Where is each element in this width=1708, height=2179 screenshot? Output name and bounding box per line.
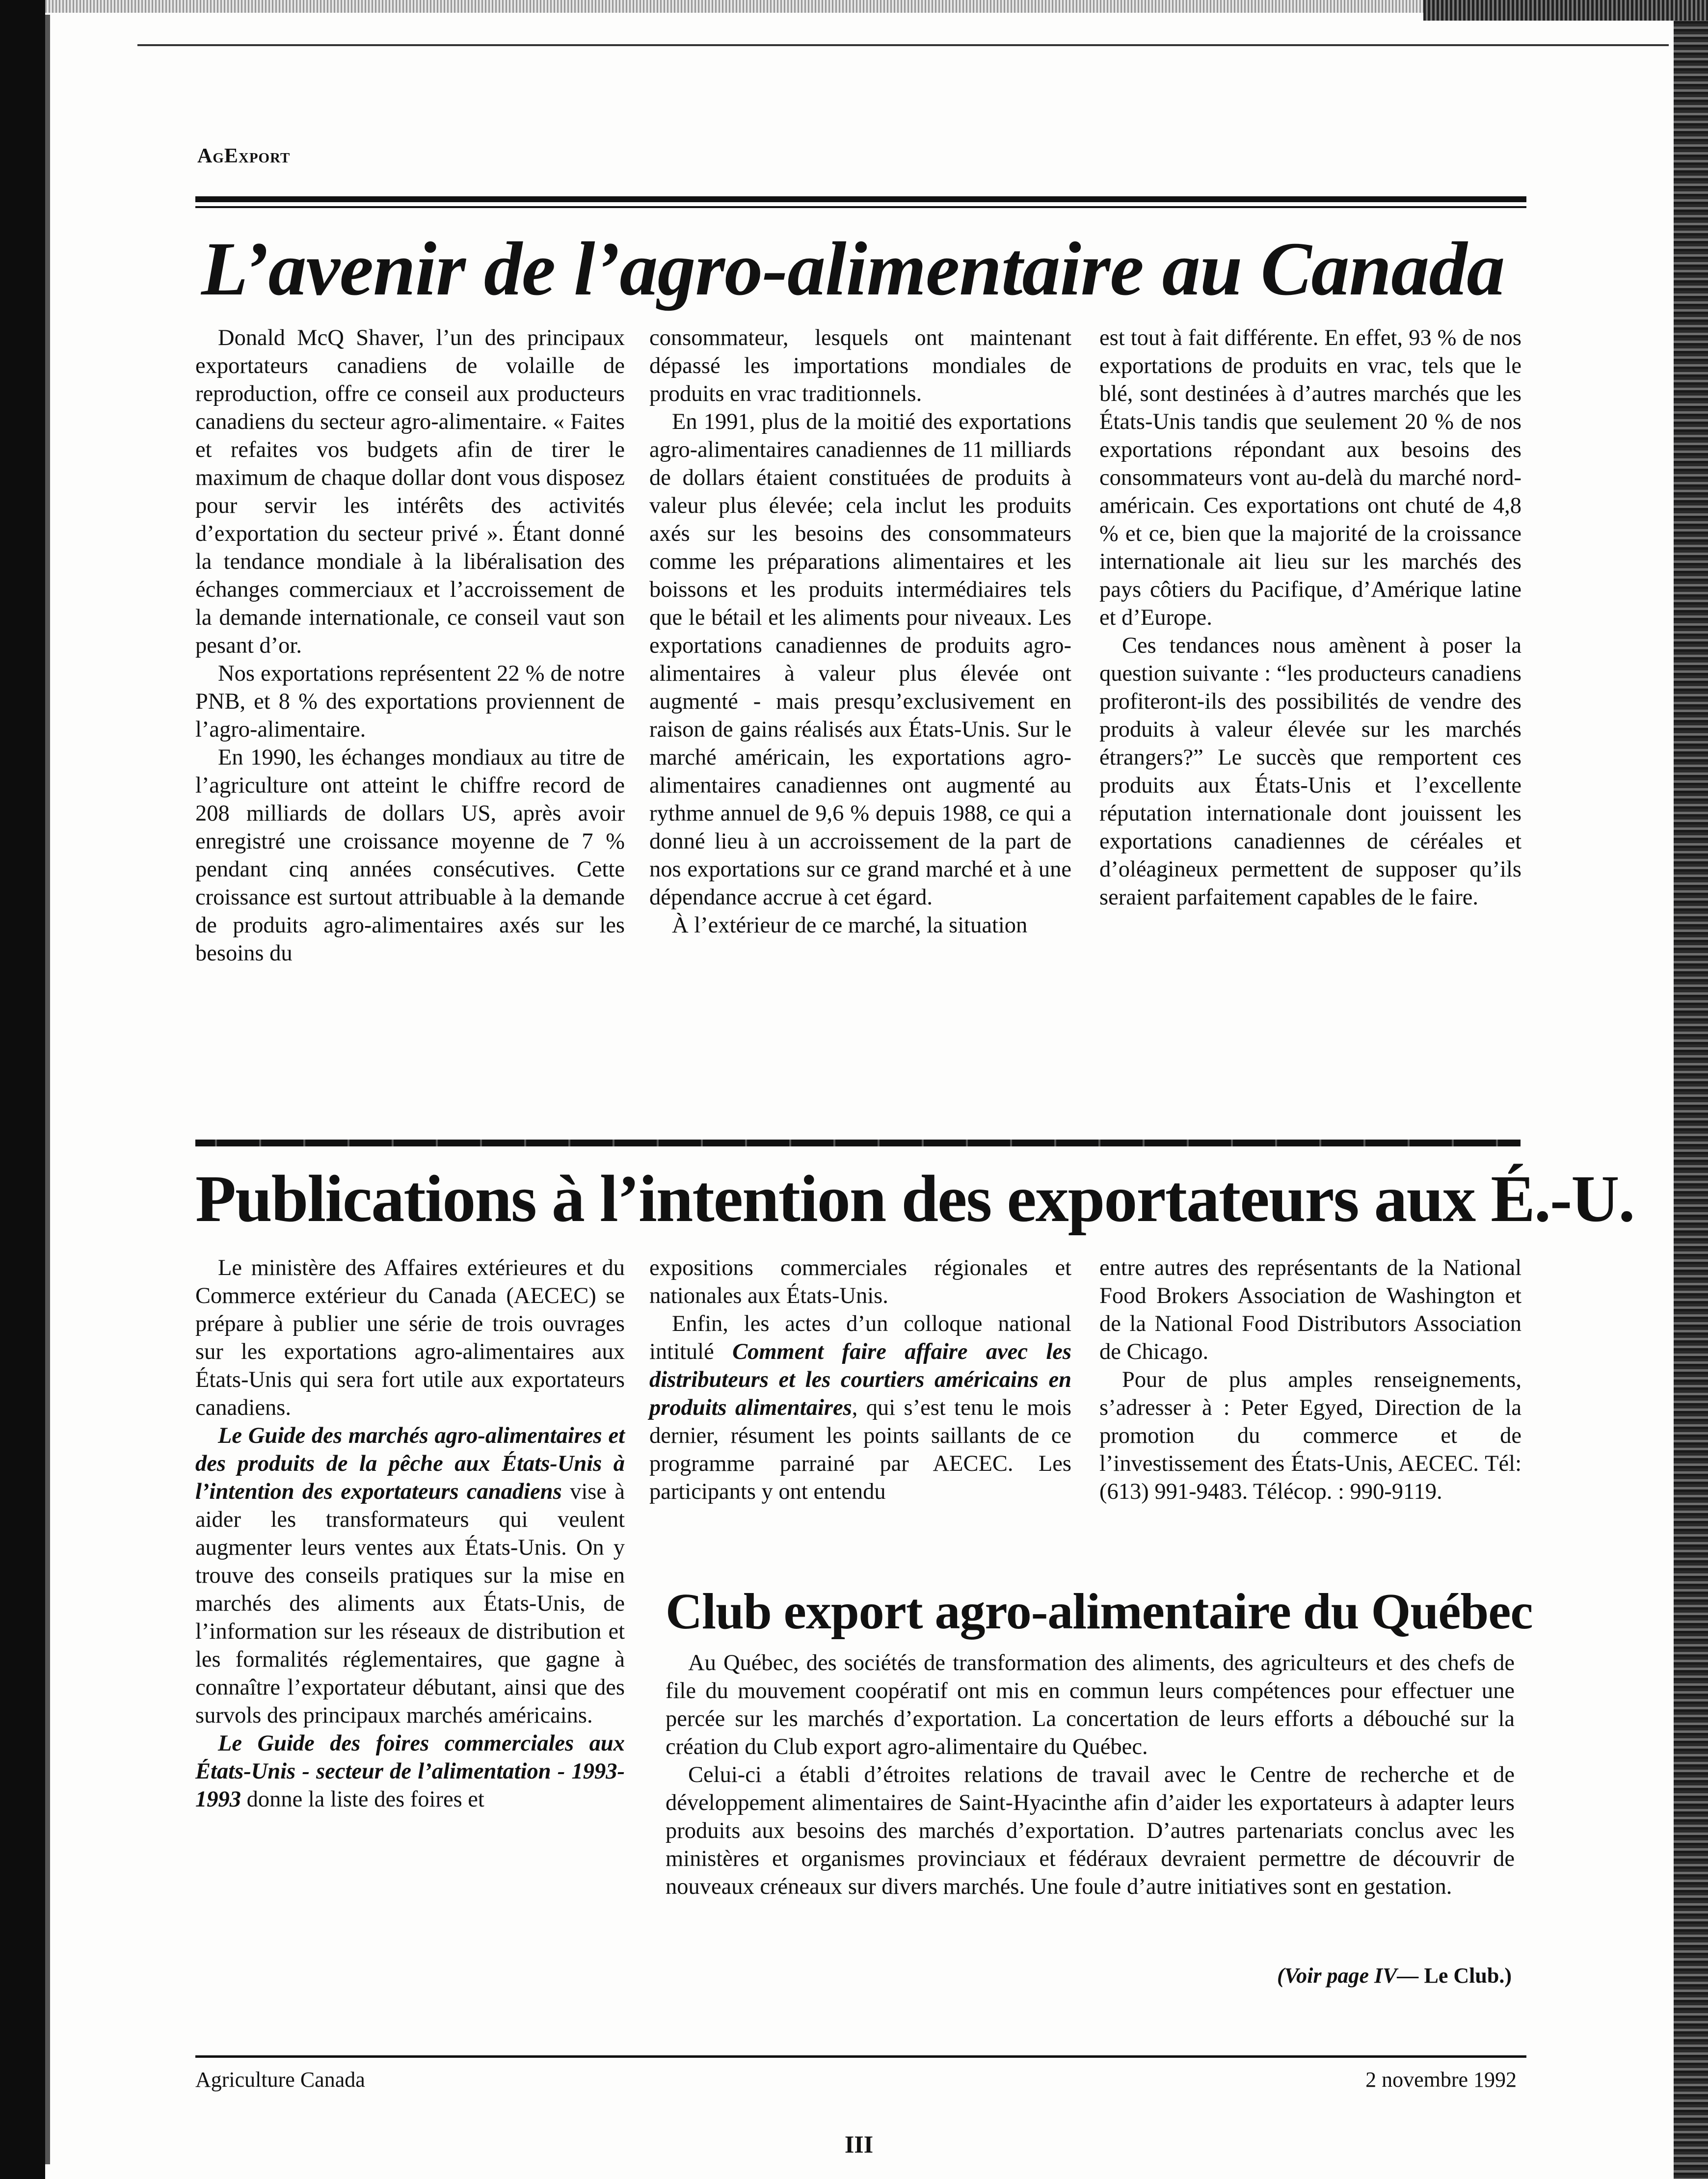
paragraph <box>195 1422 625 1729</box>
paragraph: Celui-ci a établi d’étroites relations de travail avec le Centre de recherche et de développement alimentaires de Saint-Hyacinthe afin d’aider les exportateurs à adapter leurs produits aux besoins des marchés d’exportation. D’autres partenariats conclus avec les ministères et organismes provinciaux et fédéraux devraient permettre de découvrir de nouveaux créneaux sur divers marchés. Une foule d’autre initiatives sont en gestation. <box>666 1762 1515 1899</box>
article-title-club: Club export agro-alimentaire du Québec <box>666 1583 1533 1640</box>
article2-column-1 <box>195 1254 625 1813</box>
paragraph: Au Québec, des sociétés de transformation des aliments, des agriculteurs et des chefs de file du mouvement coopératif ont mis en commun leurs compétences pour effectuer une percée sur les marchés d’exportation. La concertation de leurs efforts a débouché sur la création du Club export agro-alimentaire du Québec. <box>666 1650 1515 1759</box>
article1-column-1 <box>195 324 625 967</box>
page-number: III <box>844 2130 874 2158</box>
paragraph <box>195 1729 625 1813</box>
publication-title: Le Guide des foires commerciales aux États-Unis - secteur de l’alimentation - 1993-1993 <box>195 1731 625 1812</box>
scan-edge-top-right <box>1423 0 1708 21</box>
paragraph: entre autres des représentants de la National Food Brokers Association de Washington et de la National Food Distributors Association de Chicago. <box>1099 1255 1521 1364</box>
scan-edge-left-shadow <box>45 15 50 2164</box>
article3-body <box>666 1649 1515 1901</box>
footer-date: 2 novembre 1992 <box>1365 2068 1517 2092</box>
paragraph: Le ministère des Affaires extérieures et du Commerce extérieur du Canada (AECEC) se prépare à publier une série de trois ouvrages sur les exportations agro-alimentaires aux États-Unis qui sera fort utile aux exportateurs canadiens. <box>195 1255 625 1420</box>
scan-edge-right <box>1674 0 1708 2179</box>
header-rule-thick <box>195 196 1526 202</box>
paragraph-text: vise à aider les transformateurs qui veulent augmenter leurs ventes aux États-Unis. On y trouve des conseils pratiques sur la mise en marchés des aliments aux États-Unis, de l’information sur les réseaux de distribution et les formalités réglementaires, que gagne à connaître l’exportateur débutant, ainsi que des survols des principaux marchés américains. <box>195 1479 625 1728</box>
paragraph-text: donne la liste des foires et <box>241 1787 484 1812</box>
paragraph: expositions commerciales régionales et nationales aux États-Unis. <box>649 1255 1071 1308</box>
paragraph: À l’extérieur de ce marché, la situation <box>672 913 1028 938</box>
article-title-publications: Publications à l’intention des exportateurs aux É.-U. <box>195 1162 1634 1236</box>
paragraph: est tout à fait différente. En effet, 93 % de nos exportations de produits en vrac, tels que le blé, sont destinées à d’autres marchés que les États-Unis tandis que seulement 20 % de nos exportations répondant aux besoins des consommateurs vont au-delà du marché nord-américain. Ces exportations ont chuté de 4,8 % et ce, bien que la majorité de la croissance internationale ait lieu sur les marchés des pays côtiers du Pacifique, d’Amérique latine et d’Europe. <box>1099 325 1521 630</box>
paragraph: Pour de plus amples renseignements, s’adresser à : Peter Egyed, Direction de la promotion du commerce et de l’investissement des États-Unis, AECEC. Tél: (613) 991-9483. Télécop. : 990-9119. <box>1099 1367 1521 1504</box>
paragraph: En 1991, plus de la moitié des exportations agro-alimentaires canadiennes de 11 milliards de dollars étaient constituées de produits à valeur plus élevée; cela inclut les produits axés sur les besoins des consommateurs comme les préparations alimentaires et les boissons et les produits intermédiaires tels que le bétail et les aliments pour niveaux. Les exportations canadiennes de produits agro-alimentaires à valeur plus élevée ont augmenté - mais presqu’exclusivement en raison de gains réalisés aux États-Unis. Sur le marché américain, les exportations agro-alimentaires canadiennes ont augmenté au rythme annuel de 9,6 % depuis 1988, ce qui a donné lieu à un accroissement de la part de nos exportations sur ce grand marché et à une dépendance accrue à cet égard. <box>649 409 1071 910</box>
article2-column-2 <box>649 1254 1071 1506</box>
publication-title: Comment faire affaire avec les distributeurs et les courtiers américains en produits alimentaires <box>649 1339 1071 1420</box>
paragraph <box>649 1310 1071 1506</box>
article1-column-2 <box>649 324 1071 939</box>
paragraph: consommateur, lesquels ont maintenant dépassé les importations mondiales de produits en vrac traditionnels. <box>649 325 1071 406</box>
paragraph: Ces tendances nous amènent à poser la question suivante : “les producteurs canadiens profiteront-ils des possibilités de vendre des produits à valeur élevée sur les marchés étrangers?” Le succès que remportent ces produits aux États-Unis et l’excellente réputation internationale dont jouissent les exportations canadiennes de céréales et d’oléagineux permettent de supposer qu’ils seraient parfaitement capables de le faire. <box>1099 633 1521 910</box>
paragraph-text: , qui s’est tenu le mois dernier, résument les points saillants de ce programme parrainé par AECEC. Les participants y ont entendu <box>649 1395 1071 1504</box>
paragraph: En 1990, les échanges mondiaux au titre de l’agriculture ont atteint le chiffre record de 208 milliards de dollars US, après avoir enregistré une croissance moyenne de 7 % pendant cinq années consécutives. Cette croissance est surtout attribuable à la demande de produits agro-alimentaires axés sur les besoins du <box>195 745 625 966</box>
article-title-avenir: L’avenir de l’agro-alimentaire au Canada <box>201 226 1505 311</box>
header-rule-thin <box>195 206 1526 208</box>
article1-column-3 <box>1099 324 1521 911</box>
continued-note <box>1222 1963 1512 1988</box>
scan-top-rule <box>137 44 1669 46</box>
paragraph: Donald McQ Shaver, l’un des principaux exportateurs canadiens de volaille de reproduction, offre ce conseil aux producteurs canadiens du secteur agro-alimentaire. « Faites et refaites vos budgets afin de tirer le maximum de chaque dollar dont vous disposez pour servir les intérêts des activités d’exportation du secteur privé ». Étant donné la tendance mondiale à la libéralisation des échanges commerciaux et l’accroissement de la demande internationale, ce conseil vaut son pesant d’or. <box>195 325 625 658</box>
footer-publisher: Agriculture Canada <box>195 2068 365 2092</box>
continued-note-target: Le Club.) <box>1418 1964 1512 1988</box>
paragraph-text: Enfin, les actes d’un colloque national intitulé <box>649 1311 1071 1364</box>
continued-note-ref: (Voir page IV— <box>1277 1964 1419 1988</box>
paragraph: Nos exportations représentent 22 % de notre PNB, et 8 % des exportations proviennent de l’agro-alimentaire. <box>195 661 625 742</box>
publication-title: Le Guide des marchés agro-alimentaires et des produits de la pêche aux États-Unis à l’intention des exportateurs canadiens <box>195 1423 625 1504</box>
section-divider <box>195 1140 1521 1146</box>
footer-rule <box>195 2055 1526 2058</box>
article2-column-3 <box>1099 1254 1521 1506</box>
section-header: AgExport <box>197 145 291 167</box>
scan-edge-left <box>0 0 45 2179</box>
